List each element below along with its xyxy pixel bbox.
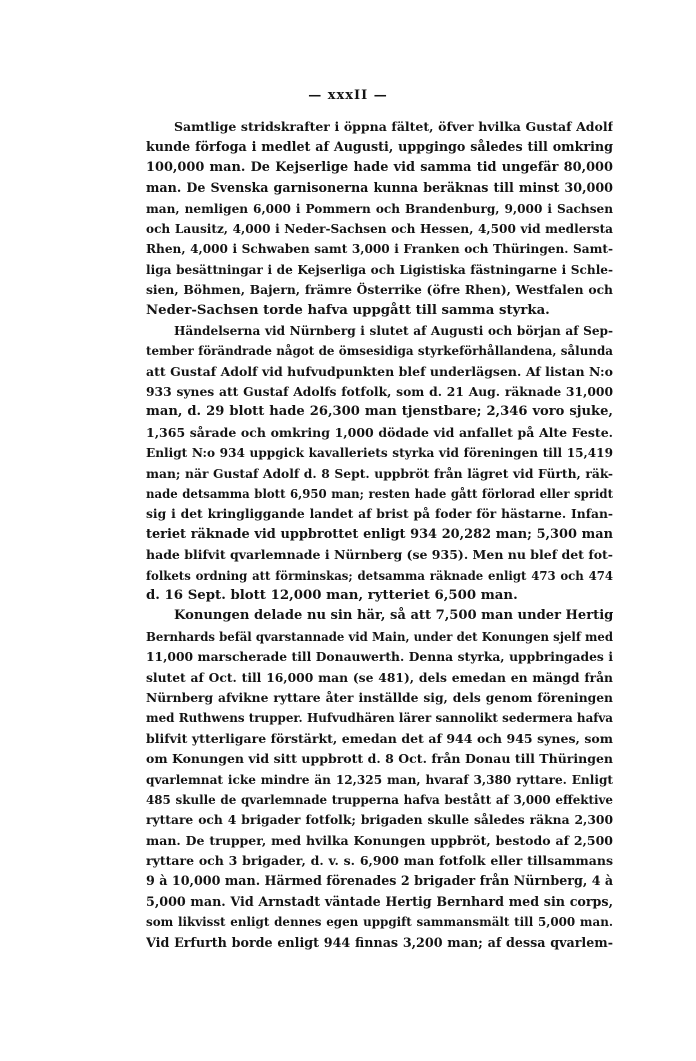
text-line: qvarlemnat icke mindre än 12,325 man, hvaraf 3,380 ryttare. Enligt — [146, 772, 613, 787]
text-line: med Ruthwens trupper. Hufvudhären lärer sannolikt sedermera hafva — [146, 711, 613, 726]
text-line: Enligt N:o 934 uppgick kavalleriets styrka vid föreningen till 15,419 — [146, 446, 613, 461]
text-line: man, d. 29 blott hade 26,300 man tjenstbare; 2,346 voro sjuke, — [146, 404, 613, 420]
body-text — [146, 117, 613, 953]
text-line: Nürnberg afvikne ryttare åter inställde sig, dels genom föreningen — [146, 689, 613, 705]
text-line: Neder-Sachsen torde hafva uppgått till samma styrka. — [146, 302, 550, 318]
text-line: Samtlige stridskrafter i öppna fältet, öfver hvilka Gustaf Adolf — [174, 119, 613, 134]
text-line: Vid Erfurth borde enligt 944 finnas 3,200 man; af dessa qvarlem- — [146, 934, 613, 950]
text-line: folkets ordning att förminskas; detsamma räknade enligt 473 och 474 — [146, 568, 613, 583]
text-line: slutet af Oct. till 16,000 man (se 481), dels emedan en mängd från — [146, 669, 613, 685]
text-line: Rhen, 4,000 i Schwaben samt 3,000 i Franken och Thüringen. Samt- — [146, 242, 613, 257]
page-number-header: — xxxII — — [308, 88, 388, 103]
text-line: Konungen delade nu sin här, så att 7,500 man under Hertig — [174, 608, 613, 624]
text-line: nade detsamma blott 6,950 man; resten hade gått förlorad eller spridt — [146, 487, 613, 502]
text-line: som likvisst enligt dennes egen uppgift sammansmält till 5,000 man. — [146, 915, 613, 930]
text-line: Bernhards befäl qvarstannade vid Main, under det Konungen sjelf med — [146, 629, 613, 644]
text-line: tember förändrade något de ömsesidiga styrkeförhållandena, sålunda — [146, 344, 613, 359]
text-line: d. 16 Sept. blott 12,000 man, rytteriet 6,500 man. — [146, 587, 518, 603]
text-line: man. De trupper, med hvilka Konungen uppbröt, bestodo af 2,500 — [146, 832, 613, 848]
text-line: man; när Gustaf Adolf d. 8 Sept. uppbröt från lägret vid Fürth, räk- — [146, 465, 613, 481]
text-line: man, nemligen 6,000 i Pommern och Brandenburg, 9,000 i Sachsen — [146, 201, 613, 216]
text-line: kunde förfoga i medlet af Augusti, uppgingo således till omkring — [146, 139, 613, 155]
text-line: Händelserna vid Nürnberg i slutet af Augusti och början af Sep- — [174, 323, 613, 338]
text-line: teriet räknade vid uppbrottet enligt 934 20,282 man; 5,300 man — [146, 526, 613, 542]
text-line: ryttare och 3 brigader, d. v. s. 6,900 man fotfolk eller tillsammans — [146, 853, 613, 869]
text-line: om Konungen vid sitt uppbrott d. 8 Oct. från Donau till Thüringen — [146, 751, 613, 767]
text-line: man. De Svenska garnisonerna kunna beräknas till minst 30,000 — [146, 180, 613, 196]
text-line: 5,000 man. Vid Arnstadt väntade Hertig Bernhard med sin corps, — [146, 893, 613, 909]
text-line: 485 skulle de qvarlemnade trupperna hafva bestått af 3,000 effektive — [146, 792, 613, 807]
text-line: liga besättningar i de Kejserliga och Ligistiska fästningarne i Schle- — [146, 262, 613, 277]
text-line: sien, Böhmen, Bajern, främre Österrike (öfre Rhen), Westfalen och — [146, 282, 613, 298]
text-line: 933 synes att Gustaf Adolfs fotfolk, som d. 21 Aug. räknade 31,000 — [146, 384, 613, 400]
text-line: sig i det kringliggande landet af brist på foder för hästarne. Infan- — [146, 506, 613, 522]
text-line: ryttare och 4 brigader fotfolk; brigaden skulle således räkna 2,300 — [146, 812, 613, 828]
text-line: att Gustaf Adolf vid hufvudpunkten blef underlägsen. Af listan N:o — [146, 363, 613, 379]
text-line: 9 à 10,000 man. Härmed förenades 2 brigader från Nürnberg, 4 à — [146, 873, 613, 889]
text-line: 1,365 sårade och omkring 1,000 dödade vid anfallet på Alte Feste. — [146, 424, 613, 440]
text-line: och Lausitz, 4,000 i Neder-Sachsen och Hessen, 4,500 vid medlersta — [146, 221, 613, 236]
text-line: 11,000 marscherade till Donauwerth. Denna styrka, uppbringades i — [146, 649, 613, 665]
text-line: hade blifvit qvarlemnade i Nürnberg (se 935). Men nu blef det fot- — [146, 547, 613, 563]
text-line: 100,000 man. De Kejserlige hade vid samma tid ungefär 80,000 — [146, 159, 613, 175]
text-line: blifvit ytterligare förstärkt, emedan det af 944 och 945 synes, som — [146, 730, 613, 746]
